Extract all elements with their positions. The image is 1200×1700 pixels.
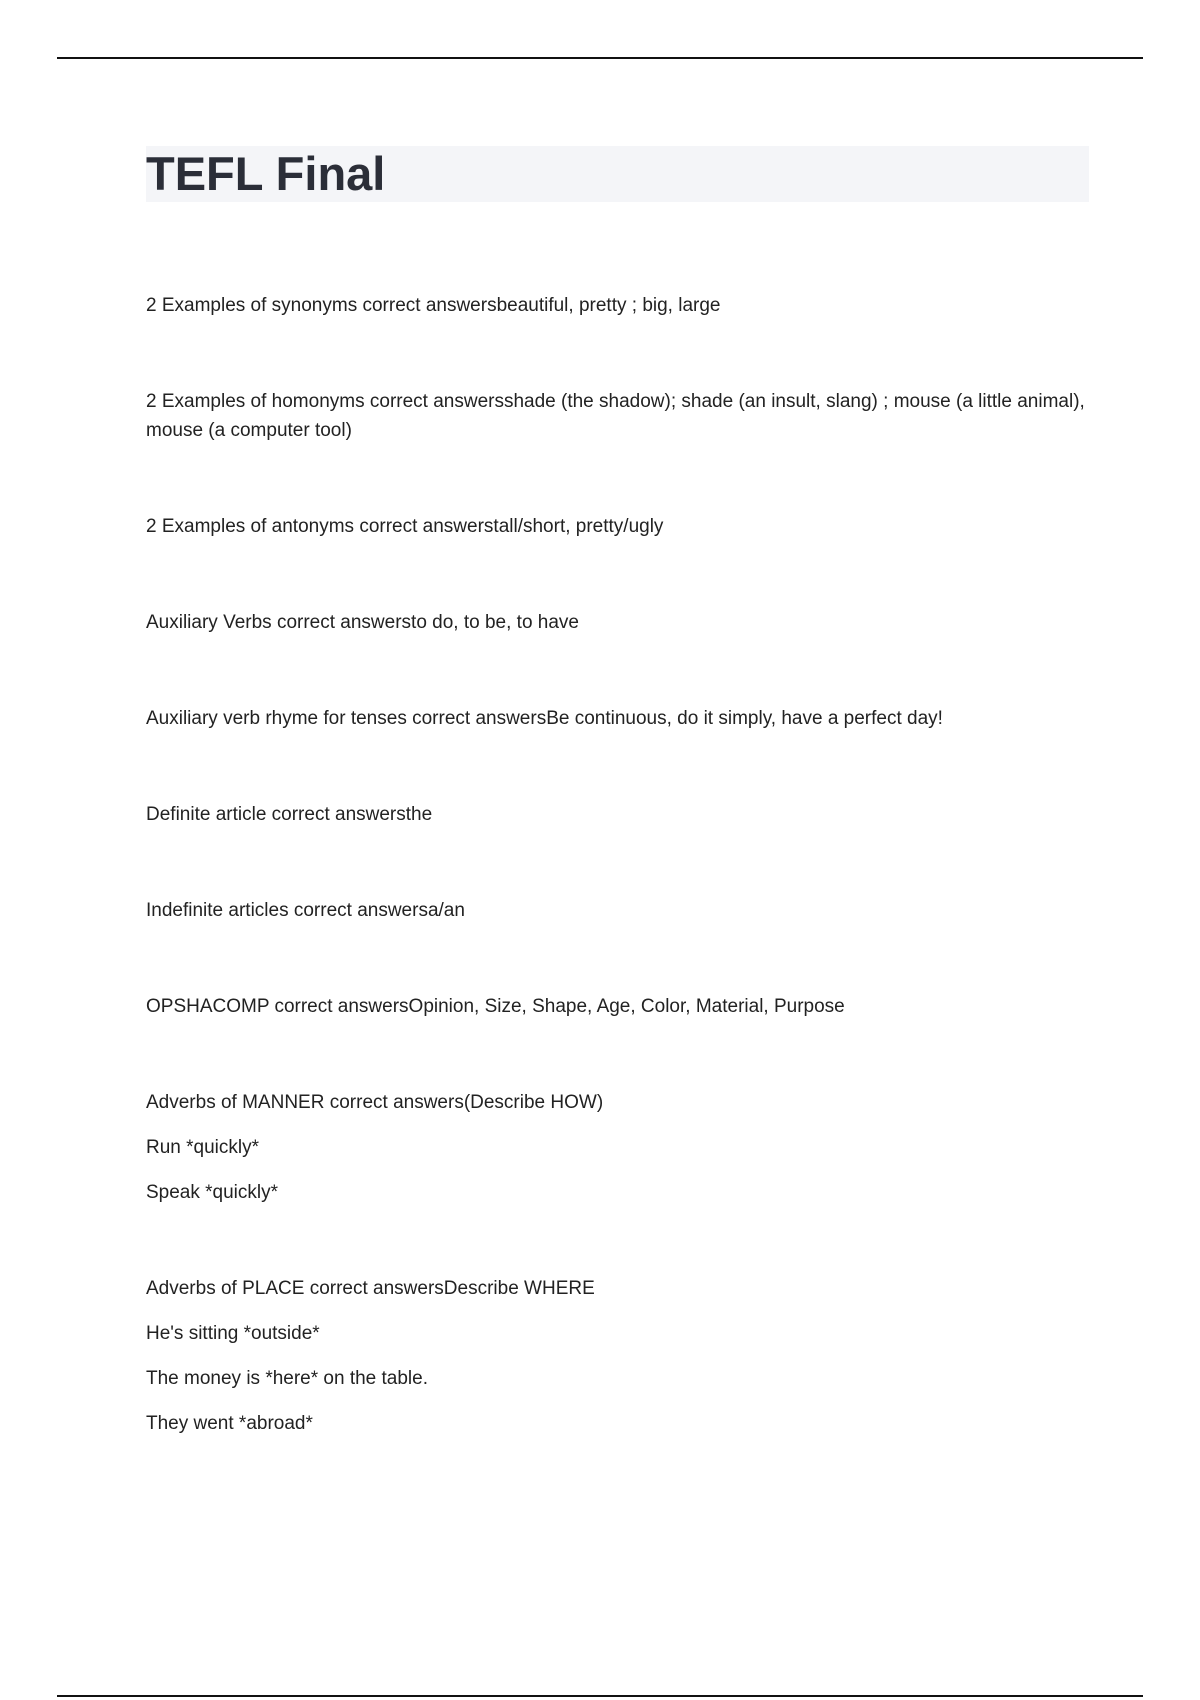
qa-line: Speak *quickly* <box>146 1182 279 1203</box>
qa-line: Run *quickly* <box>146 1137 259 1158</box>
qa-line: The money is *here* on the table. <box>146 1368 429 1389</box>
qa-line: Definite article correct answersthe <box>146 804 433 825</box>
qa-item <box>146 992 1086 1021</box>
qa-line: Auxiliary Verbs correct answersto do, to be, to have <box>146 612 579 633</box>
title-band <box>146 146 1089 202</box>
qa-item <box>146 387 1086 445</box>
qa-line: He's sitting *outside* <box>146 1323 320 1344</box>
qa-item <box>146 1274 1086 1438</box>
qa-line: Auxiliary verb rhyme for tenses correct answersBe continuous, do it simply, have a perfect day! <box>146 708 943 729</box>
qa-item <box>146 291 1086 320</box>
qa-line: Adverbs of MANNER correct answers(Describe HOW) <box>146 1092 604 1113</box>
qa-line: They went *abroad* <box>146 1413 313 1434</box>
qa-line: Indefinite articles correct answersa/an <box>146 900 465 921</box>
qa-line: Adverbs of PLACE correct answersDescribe WHERE <box>146 1278 595 1299</box>
footer-rule <box>57 1695 1143 1697</box>
page-title: TEFL Final <box>146 147 386 200</box>
qa-item <box>146 896 1086 925</box>
qa-item <box>146 608 1086 637</box>
qa-line: 2 Examples of antonyms correct answerstall/short, pretty/ugly <box>146 516 664 537</box>
qa-line: 2 Examples of synonyms correct answersbeautiful, pretty ; big, large <box>146 295 721 316</box>
qa-line: 2 Examples of homonyms correct answersshade (the shadow); shade (an insult, slang) ; mouse (a little animal), mouse (a computer tool) <box>146 391 1085 441</box>
header-rule <box>57 57 1143 59</box>
qa-item <box>146 1088 1086 1207</box>
qa-line: OPSHACOMP correct answersOpinion, Size, Shape, Age, Color, Material, Purpose <box>146 996 845 1017</box>
qa-item <box>146 704 1086 733</box>
qa-list <box>146 291 1086 1505</box>
qa-item <box>146 800 1086 829</box>
qa-item <box>146 512 1086 541</box>
